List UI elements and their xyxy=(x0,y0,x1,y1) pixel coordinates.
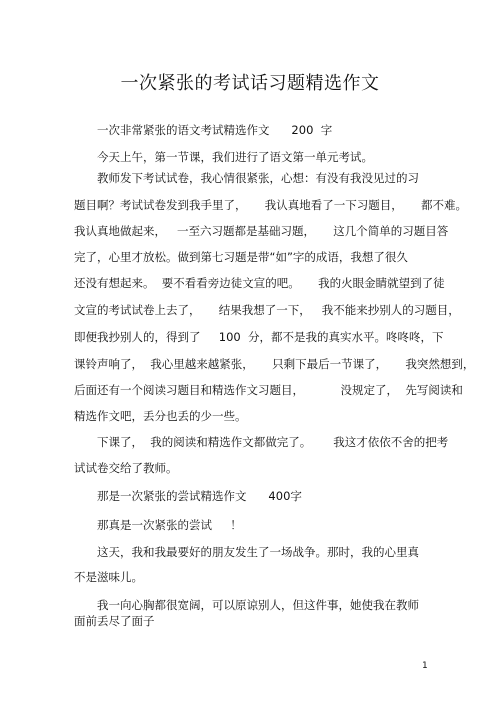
text-line: 即便我抄别人的，得到了 100 分，都不是我的真实水平。咚咚咚，下 xyxy=(74,330,444,344)
text-line: 我认真地做起来， 一至六习题都是基础习题， 这几个简单的习题目答 xyxy=(74,224,449,238)
text-line: 完了，心里才放松。做到第七习题是带“如”字的成语，我想了很久 xyxy=(74,250,408,264)
text-line: 那是一次紧张的尝试精选作文 400字 xyxy=(97,489,302,503)
text-line: 后面还有一个阅读习题目和精选作文习题目， 没规定了， 先写阅读和 xyxy=(74,383,463,397)
text-line: 精选作文吧，丢分也丢的少一些。 xyxy=(74,409,247,423)
text-line: 文宣的考试试卷上去了， 结果我想了一下， 我不能来抄别人的习题目， xyxy=(74,303,460,317)
text-line: 试试卷交给了教师。 xyxy=(74,461,178,475)
text-line: 不是滋味儿。 xyxy=(74,570,143,584)
text-line: 这天，我和我最要好的朋友发生了一场战争。那时，我的心里真 xyxy=(97,545,419,559)
text-line: 面前丢尽了面子 xyxy=(74,614,155,628)
text-line: 一次非常紧张的语文考试精选作文 200 字 xyxy=(97,123,333,137)
page-number: 1 xyxy=(422,661,428,671)
text-line: 那真是一次紧张的尝试 ！ xyxy=(97,518,242,532)
text-line: 今天上午，第一节课，我们进行了语文第一单元考试。 xyxy=(97,150,373,164)
text-line: 还没有想起来。 要不看看旁边徒文宣的吧。 我的火眼金睛就望到了徒 xyxy=(74,276,445,290)
text-line: 我一向心胸都很宽阔，可以原谅别人，但这件事，她使我在教师 xyxy=(97,598,419,612)
text-line: 题目啊？考试试卷发到我手里了， 我认真地看了一下习题目， 都不难。 xyxy=(74,198,468,212)
document-title: 一次紧张的考试话习题精选作文 xyxy=(120,73,380,94)
text-line: 教师发下考试试卷，我心情很紧张，心想：有没有我没见过的习 xyxy=(97,171,419,185)
text-line: 下课了， 我的阅读和精选作文都做完了。 我这才依依不舍的把考 xyxy=(97,435,449,449)
text-line: 课铃声响了， 我心里越来越紧张， 只剩下最后一节课了， 我突然想到， xyxy=(74,357,475,371)
